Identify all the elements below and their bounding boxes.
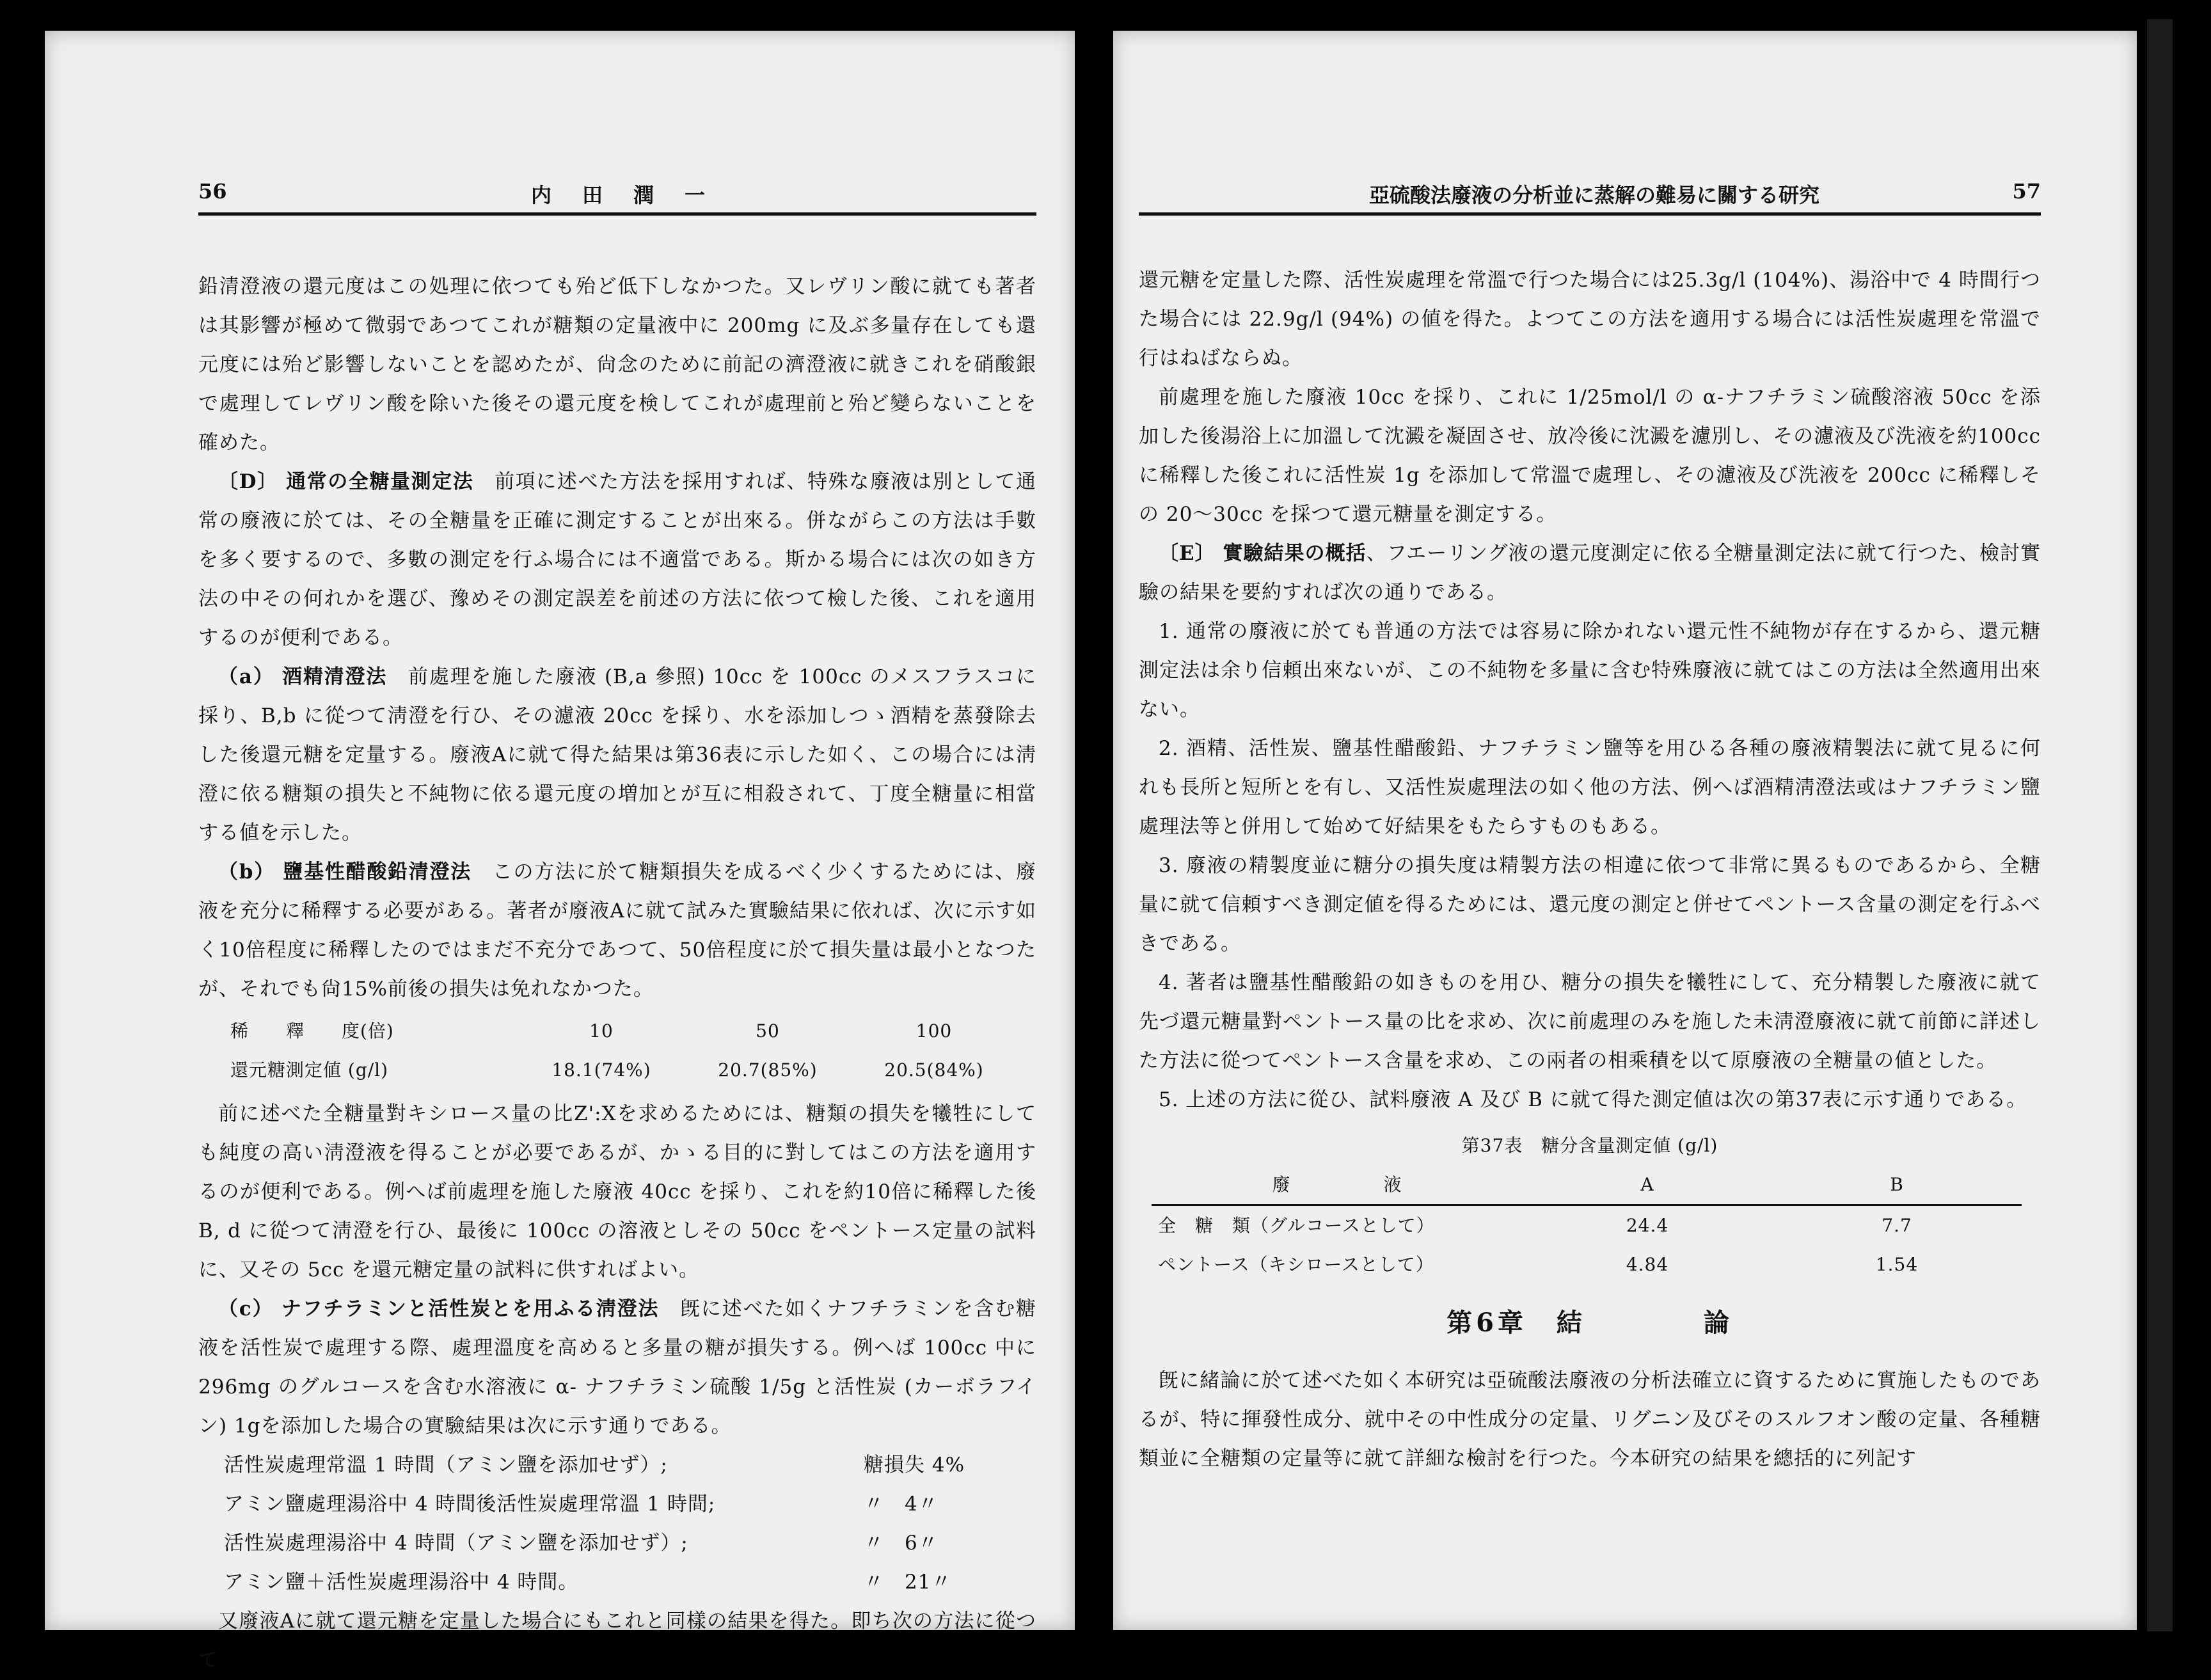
table-cell: ペントース（キシロースとして） (1158, 1254, 1434, 1275)
page-edge (2147, 19, 2173, 1631)
table-row (1152, 1245, 2022, 1284)
paragraph: 還元糖を定量した際、活性炭處理を常溫で行つた場合には25.3g/l (104%)、湯浴中で 4 時間行つた場合には 22.9g/l (94%) の値を得た。よつてこの方法を適用する場合には活性炭處理を常溫で行はねばならぬ。 (1139, 269, 2041, 370)
table-37 (1152, 1165, 2022, 1284)
table-cell: 7.7 (1882, 1215, 1912, 1236)
table-caption: 第37表 糖分含量測定値 (g/l) (1461, 1135, 1718, 1156)
section-a (198, 658, 1036, 853)
section-heading: （b） 鹽基性醋酸鉛清澄法 (218, 860, 472, 884)
list-label: 活性炭處理常溫 1 時間（アミン鹽を添加せず）; (224, 1454, 668, 1477)
table-cell: 4.84 (1626, 1254, 1669, 1275)
table-cell: 20.5(84%) (884, 1059, 984, 1081)
list-label: アミン鹽＋活性炭處理湯浴中 4 時間。 (224, 1571, 579, 1594)
left-page (45, 31, 1075, 1672)
section-text: 前項に述べた方法を採用すれば、特殊な廢液は別として通常の廢液に於ては、その全糖量を正確に測定することが出來る。併ながらこの方法は手數を多く要するので、多數の測定を行ふ場合には不適當である。斯かる場合には次の如き方法の中その何れかを選び、豫めその測定誤差を前述の方法に依つて檢した後、これを適用するのが便利である。 (198, 470, 1037, 649)
table-cell: 50 (756, 1020, 780, 1042)
page-number: 56 (198, 179, 227, 203)
table-cell: 稀 釋 度(倍) (230, 1020, 394, 1042)
section-heading: （c） ナフチラミンと活性炭とを用ふる淸澄法 (218, 1297, 660, 1320)
list-item: 3. 廢液の精製度並に糖分の損失度は精製方法の相違に依つて非常に異るものであるから、全糖量に就て信頼すべき測定値を得るためには、還元度の測定と併せてペントース含量の測定を行ふべきである。 (1139, 854, 2041, 955)
author-name: 内 田 潤 一 (531, 183, 711, 207)
list-label: アミン鹽處理湯浴中 4 時間後活性炭處理常溫 1 時間; (224, 1493, 716, 1516)
section-heading: 〔E〕 實驗結果の概括 (1159, 542, 1367, 565)
table-cell: 全 糖 類（グルコースとして） (1158, 1215, 1435, 1236)
section-heading: （a） 酒精清澄法 (218, 665, 388, 688)
table-row (1152, 1205, 2022, 1246)
list-value: 糖損失 4% (864, 1454, 965, 1477)
left-body (198, 267, 1036, 1680)
loss-list (198, 1446, 1036, 1602)
header-rule (198, 212, 1036, 216)
list-item: 1. 通常の廢液に於ても普通の方法では容易に除かれない還元性不純物が存在するから、還元糖測定法は余り信頼出來ないが、この不純物を多量に含む特殊廢液に就てはこの方法は全然適用出來ない。 (1139, 620, 2041, 721)
column-header: A (1523, 1165, 1772, 1205)
list-item (224, 1485, 1036, 1524)
list-item: 2. 酒精、活性炭、鹽基性醋酸鉛、ナフチラミン鹽等を用ひる各種の廢液精製法に就て見るに何れも長所と短所とを有し、又活性炭處理法の如く他の方法、例へば酒精淸澄法或はナフチラミン鹽處理法等と併用して始めて好結果をもたらすものもある。 (1139, 737, 2041, 838)
table-cell: 18.1(74%) (551, 1059, 651, 1081)
column-header: B (1772, 1165, 2022, 1205)
section-text: 前處理を施した廢液 (B,a 參照) 10cc を 100cc のメスフラスコに採り、B,b に從つて淸澄を行ひ、その濾液 20cc を採り、水を添加しつゝ酒精を蒸發除去した後還元糖を定量する。廢液Aに就て得た結果は第36表に示した如く、この場合には淸澄に依る糖類の損失と不純物に依る還元度の増加とが互に相殺されて、丁度全糖量に相當する値を示した。 (198, 665, 1036, 844)
table-cell: 10 (589, 1020, 614, 1042)
paragraph: 旣に緒論に於て述べた如く本研究は亞硫酸法廢液の分析法確立に資するために實施したものであるが、特に揮發性成分、就中その中性成分の定量、リグニン及びそのスルフオン酸の定量、各種糖類並に全糖類の定量等に就て詳細な檢討を行つた。今本研究の結果を總括的に列記す (1139, 1369, 2041, 1470)
page-number: 57 (2012, 179, 2041, 203)
table-cell: 100 (915, 1020, 953, 1042)
table-cell: 還元糖測定値 (g/l) (230, 1059, 389, 1081)
table-row (224, 1011, 1017, 1050)
section-b (198, 853, 1036, 1009)
list-label: 活性炭處理湯浴中 4 時間（アミン鹽を添加せず）; (224, 1532, 688, 1555)
list-item (224, 1446, 1036, 1485)
section-c (198, 1290, 1036, 1446)
paragraph: 前に述べた全糖量對キシロース量の比Z':Xを求めるためには、糖類の損失を犧牲にしても純度の高い淸澄液を得ることが必要であるが、かゝる目的に對してはこの方法を適用するのが便利である。例へば前處理を施した廢液 40cc を採り、これを約10倍に稀釋した後 B, d に從つて淸澄を行ひ、最後に 100cc の溶液としその 50cc をペントース定量の試料に、又その 5cc を還元糖定量の試料に供すればよい。 (198, 1102, 1036, 1281)
chapter-title: 第6章 結 論 (1446, 1308, 1733, 1338)
header-rule (1139, 212, 2041, 216)
list-item: 5. 上述の方法に從ひ、試料廢液 A 及び B に就て得た測定値は次の第37表に示す通りである。 (1159, 1088, 2027, 1111)
list-item: 4. 著者は鹽基性醋酸鉛の如きものを用ひ、糖分の損失を犧牲にして、充分精製した廢液に就て先づ還元糖量對ペントース量の比を求め、次に前處理のみを施した未淸澄廢液に就て前節に詳述した方法に從つてペントース含量を求め、この兩者の相乘積を以て原廢液の全糖量の値とした。 (1139, 971, 2041, 1072)
left-running-head (198, 179, 1036, 211)
paragraph: 又廢液Aに就て還元糖を定量した場合にもこれと同樣の結果を得た。即ち次の方法に從つて (198, 1610, 1036, 1672)
right-body (1139, 261, 2041, 1478)
right-running-head (1139, 179, 2041, 211)
table-cell: 24.4 (1626, 1215, 1669, 1236)
table-cell: 20.7(85%) (718, 1059, 818, 1081)
paragraph: 前處理を施した廢液 10cc を採り、これに 1/25mol/l の α-ナフチラミン硫酸溶液 50cc を添加した後湯浴上に加溫して沈澱を凝固させ、放冷後に沈澱を濾別し、その濾液及び洗液を約100cc に稀釋した後これに活性炭 1g を添加して常溫で處理し、その濾液及び洗液を 200cc に稀釋しその 20～30cc を採つて還元糖量を測定する。 (1139, 386, 2041, 526)
table-row (224, 1050, 1017, 1090)
section-heading: 〔D〕 通常の全糖量測定法 (218, 470, 474, 493)
table-cell: 1.54 (1875, 1254, 1919, 1275)
column-header: 廢 液 (1152, 1165, 1523, 1205)
paragraph: 鉛清澄液の還元度はこの処理に依つても殆ど低下しなかつた。又レヴリン酸に就ても著者は其影響が極めて微弱であつてこれが糖類の定量液中に 200mg に及ぶ多量存在しても還元度には殆ど影響しないことを認めたが、尙念のために前記の濟澄液に就きこれを硝酸銀で處理してレヴリン酸を除いた後その還元度を検してこれが處理前と殆ど變らないことを確めた。 (198, 275, 1036, 454)
dilution-table (224, 1011, 1017, 1090)
right-page (1113, 31, 2137, 1630)
list-item (224, 1563, 1036, 1602)
section-d (198, 463, 1036, 658)
section-e (1139, 534, 2041, 612)
section-text: 、フエーリング液の還元度測定に依る全糖量測定法に就て行つた、檢討實驗の結果を要約すれば次の通りである。 (1139, 542, 2041, 604)
list-value: 〃 21〃 (864, 1571, 952, 1594)
section-text: 旣に述べた如くナフチラミンを含む糖液を活性炭で處理する際、處理溫度を高めると多量の糖が損失する。例へば 100cc 中に 296mg のグルコースを含む水溶液に α- ナフチラミン硫酸 1/5g と活性炭 (カーボラフイン) 1gを添加した場合の實驗結果は次に示す通りである。 (198, 1297, 1037, 1438)
section-text: この方法に於て糖類損失を成るべく少くするためには、廢液を充分に稀釋する必要がある。著者が廢液Aに就て試みた實驗結果に依れば、次に示す如く10倍程度に稀釋したのではまだ不充分であつて、50倍程度に於て損失量は最小となつたが、それでも尙15%前後の損失は免れなかつた。 (198, 860, 1037, 1001)
table-header-row (1152, 1165, 2022, 1205)
list-value: 〃 6〃 (864, 1532, 939, 1555)
list-item (224, 1524, 1036, 1563)
list-value: 〃 4〃 (864, 1493, 939, 1516)
running-title: 亞硫酸法廢液の分析並に蒸解の難易に關する研究 (1369, 183, 1820, 207)
